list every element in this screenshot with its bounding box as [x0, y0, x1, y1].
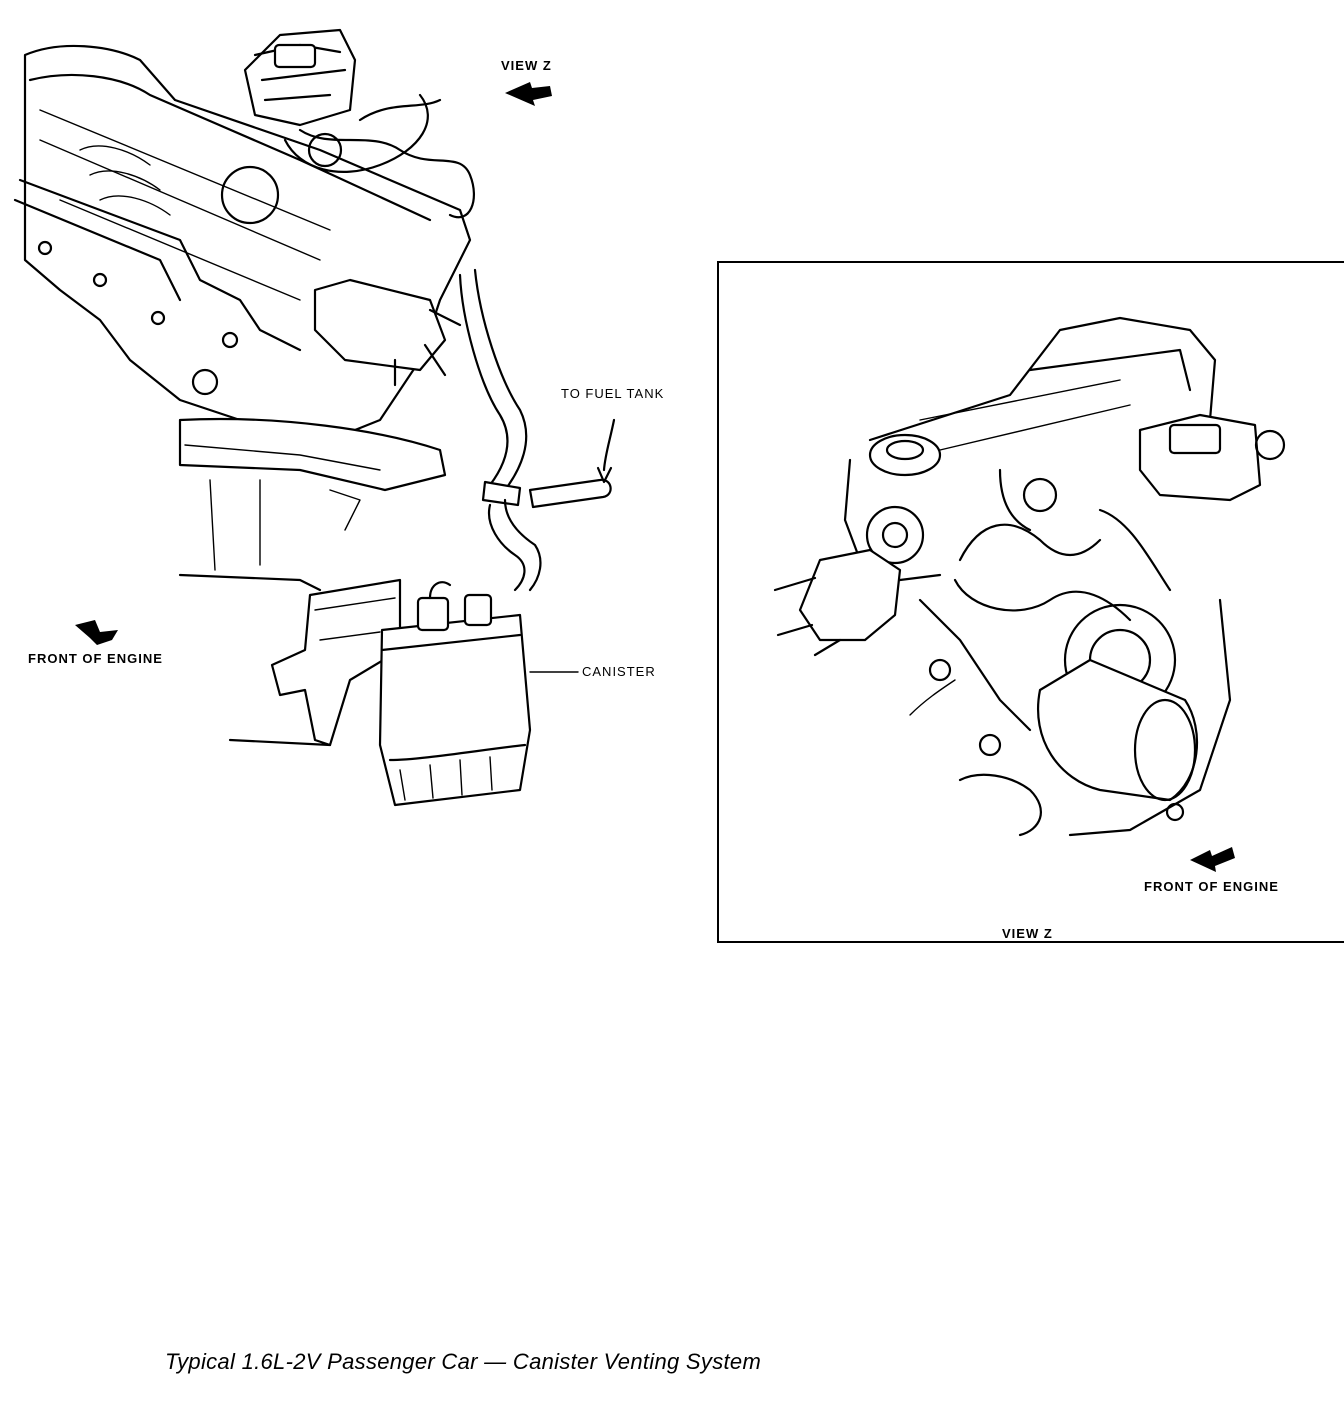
canister-label: CANISTER: [582, 664, 656, 679]
figure-caption: Typical 1.6L-2V Passenger Car — Canister Venting System: [165, 1349, 762, 1374]
front-of-engine-label: FRONT OF ENGINE: [28, 651, 163, 666]
direction-arrow-icon: [1190, 847, 1235, 872]
view-z-inset-label: VIEW Z: [1002, 926, 1053, 941]
view-z-label-top: VIEW Z: [501, 58, 552, 73]
to-fuel-tank-label: TO FUEL TANK: [561, 386, 665, 401]
front-of-engine-inset-label: FRONT OF ENGINE: [1144, 879, 1279, 894]
